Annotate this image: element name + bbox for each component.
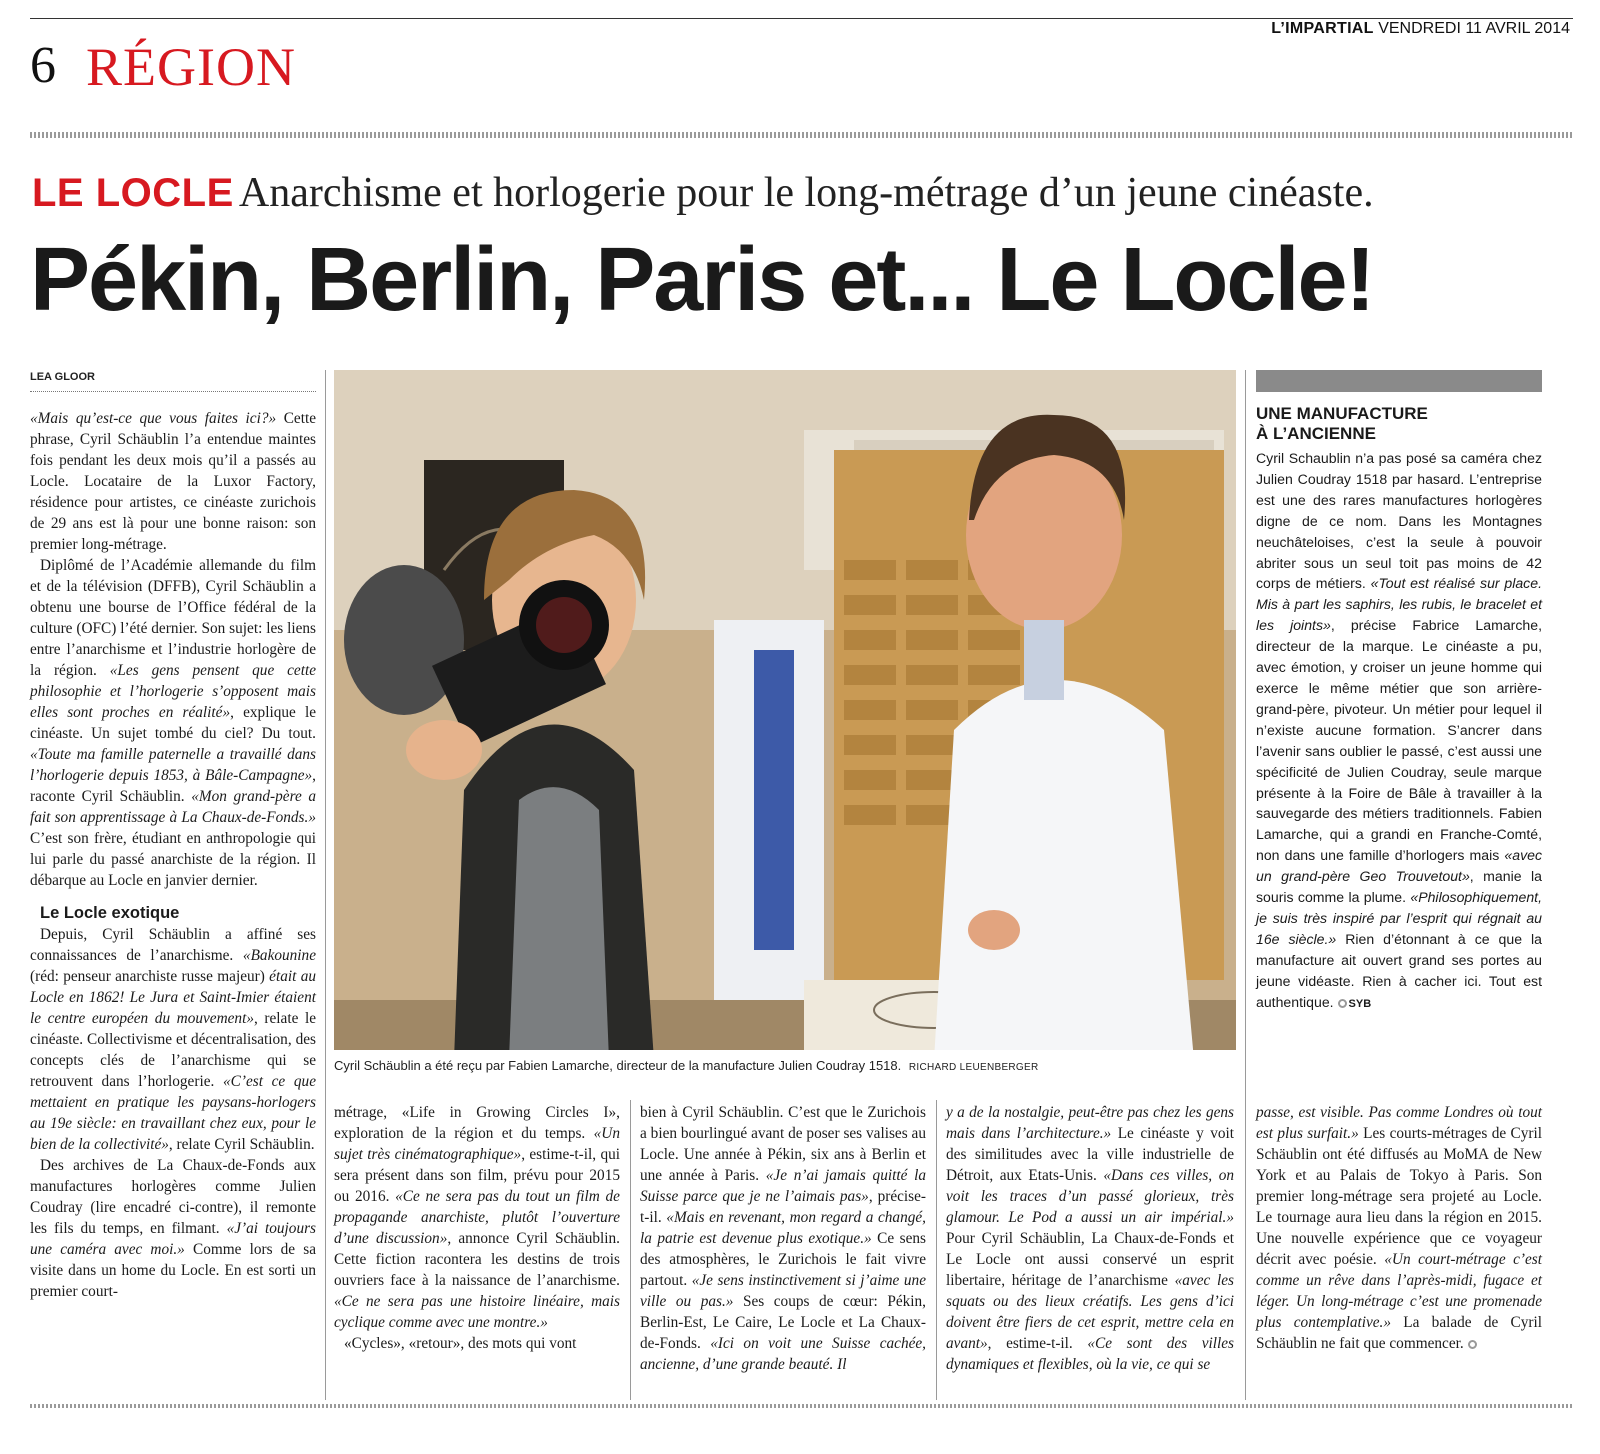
bottom-rule (30, 1404, 1573, 1408)
paragraph: métrage, «Life in Growing Circles I», exploration de la région et du temps. «Un sujet très cinématographique», estime-t-il, qui sera présent dans son film, prévu pour 2015 ou 2016. «Ce ne sera pas du tout un film de propagande anarchiste, plutôt l’ouverture d’une discussion», annonce Cyril Schäublin. Cette fiction racontera les destins de trois ouvriers face à la naissance de l’anarchisme. «Ce ne sera pas une histoire linéaire, mais cyclique comme avec une montre.» (334, 1104, 620, 1331)
sidebar-signature: SYB (1338, 998, 1372, 1010)
section-rule (30, 132, 1573, 138)
kicker (32, 170, 1374, 216)
caption-text: Cyril Schäublin a été reçu par Fabien Lamarche, directeur de la manufacture Julien Coudray 1518. (334, 1058, 902, 1073)
column-divider (936, 1100, 937, 1400)
paragraph: y a de la nostalgie, peut-être pas chez les gens mais dans l’architecture.» Le cinéaste y voit des similitudes avec la ville industrielle de Détroit, aux Etats-Unis. «Dans ces villes, on voit les traces d’un passé glorieux, très glamour. Le Pod a aussi un air impérial.» Pour Cyril Schäublin, La Chaux-de-Fonds et Le Locle ont aussi conservé un esprit libertaire, héritage de l’anarchisme «avec les squats ou des lieux créatifs. Les gens d’ici doivent être fiers de cet esprit, mettre cela en avant», estime-t-il. «Ce sont des villes dynamiques et flexibles, où la vie, ce qui se (946, 1104, 1234, 1373)
article-column-1 (30, 408, 316, 1302)
section-title: RÉGION (86, 37, 296, 97)
photo-illustration (334, 370, 1236, 1050)
paragraph: Depuis, Cyril Schäublin a affiné ses connaissances de l’anarchisme. «Bakounine (réd: penseur anarchiste russe majeur) était au Locle en 1862! Le Jura et Saint-Imier étaient le centre européen du mouvement», relate le cinéaste. Collectivisme et décentralisation, des concepts clés de l’anarchisme qui se retrouvent dans l’horlogerie. «C’est ce que mettaient en pratique les paysans-horlogers au 19e siècle: en travaillant chez eux, pour le bien de la collectivité», relate Cyril Schäublin. (30, 926, 316, 1153)
column-divider (1245, 370, 1246, 1400)
deck: Anarchisme et horlogerie pour le long-métrage d’un jeune cinéaste. (238, 170, 1374, 216)
sidebar-title (1256, 404, 1428, 444)
top-rule (30, 18, 1573, 19)
page-number: 6 (30, 37, 56, 94)
masthead (1271, 20, 1570, 38)
issue-date: VENDREDI 11 AVRIL 2014 (1378, 20, 1570, 37)
article-column-3 (640, 1102, 926, 1375)
sidebar-title-line: À L’ANCIENNE (1256, 424, 1376, 443)
paragraph: «Cycles», «retour», des mots qui vont (344, 1335, 577, 1352)
photo-credit: RICHARD LEUENBERGER (908, 1062, 1039, 1073)
photo-caption (334, 1058, 1244, 1073)
column-divider (630, 1100, 631, 1400)
paragraph: Diplômé de l’Académie allemande du film et de la télévision (DFFB), Cyril Schäublin a obtenu une bourse de l’Office fédéral de la culture (OFC) l’été dernier. Son sujet: les liens entre l’anarchisme et l’industrie horlogère de la région. «Les gens pensent que cette philosophie et l’horlogerie s’opposent mais elles sont proches en réalité», explique le cinéaste. Un sujet tombé du ciel? Du tout. «Toute ma famille paternelle a travaillé dans l’horlogerie depuis 1853, à Bâle-Campagne», raconte Cyril Schäublin. «Mon grand-père a fait son apprentissage à La Chaux-de-Fonds.» C’est son frère, étudiant en anthropologie qui lui parle du passé anarchiste de la région. Il débarque au Locle en janvier dernier. (30, 557, 317, 889)
paragraph: «Mais qu’est-ce que vous faites ici?» Cette phrase, Cyril Schäublin l’a entendue maintes fois pendant les deux mois qu’il a passés au Locle. Locataire de la Luxor Factory, résidence pour artistes, ce cinéaste zurichois de 29 ans est là pour une bonne raison: son premier long-métrage. (30, 410, 316, 553)
sidebar-header-bar (1256, 370, 1542, 392)
newspaper-name: L’IMPARTIAL (1271, 20, 1374, 37)
sidebar-body (1256, 448, 1542, 1014)
kicker-location: LE LOCLE (32, 171, 234, 215)
paragraph: Des archives de La Chaux-de-Fonds aux manufactures horlogères comme Julien Coudray (lire encadré ci-contre), il remonte les fils du temps, en filmant. «J’ai toujours une caméra avec moi.» Comme lors de sa visite dans un home du Locle. En est sorti un premier court- (30, 1157, 316, 1300)
sidebar-title-line: UNE MANUFACTURE (1256, 404, 1428, 423)
end-mark-icon (1468, 1340, 1477, 1349)
headline: Pékin, Berlin, Paris et... Le Locle! (30, 230, 1374, 330)
byline: LEA GLOOR (30, 371, 95, 383)
article-column-2 (334, 1102, 620, 1354)
byline-rule (30, 391, 316, 392)
paragraph: bien à Cyril Schäublin. C’est que le Zurichois a bien bourlingué avant de poser ses valises au Locle. Une année à Pékin, six ans à Berlin et une année à Paris. «Je n’ai jamais quitté la Suisse parce que je ne l’aimais pas», précise-t-il. «Mais en revenant, mon regard a changé, la patrie est devenue plus exotique.» Ce sens des atmosphères, le Zurichois le fait vivre partout. «Je sens instinctivement si j’aime une ville ou pas.» Ses coups de cœur: Pékin, Berlin-Est, Le Caire, Le Locle et La Chaux-de-Fonds. «Ici on voit une Suisse cachée, ancienne, d’une grande beauté. Il (640, 1104, 927, 1373)
subhead: Le Locle exotique (40, 904, 180, 922)
article-column-4 (946, 1102, 1234, 1375)
article-photo (334, 370, 1236, 1050)
paragraph: passe, est visible. Pas comme Londres où tout est plus surfait.» Les courts-métrages de Cyril Schäublin ont été diffusés au MoMA de New York et au Palais de Tokyo à Paris. Son premier long-métrage sera projeté au Locle. Le tournage aura lieu dans la région en 2015. Une nouvelle expérience que ce voyageur décrit avec poésie. «Un court-métrage c’est comme un rêve dans l’après-midi, fugace et léger. Un long-métrage c’est une promenade plus contemplative.» La balade de Cyril Schäublin ne fait que commencer. (1256, 1104, 1542, 1352)
column-divider (325, 370, 326, 1400)
article-column-5 (1256, 1102, 1542, 1354)
sidebar-paragraph: Cyril Schaublin n’a pas posé sa caméra chez Julien Coudray 1518 par hasard. L’entreprise est une des rares manufactures horlogères digne de ce nom. Dans les Montagnes neuchâteloises, c’est la seule à pouvoir abriter sous un seul toit pas moins de 42 corps de métiers. «Tout est réalisé sur place. Mis à part les saphirs, les rubis, le bracelet et les joints», précise Fabrice Lamarche, directeur de la marque. Le cinéaste a pu, avec émotion, y croiser un jeune homme qui exerce le même métier que son arrière-grand-père, pivoteur. Un métier pour lequel il n’existe aucune formation. S’ancrer dans l’avenir sans oublier le passé, c’est aussi une spécificité de Julien Coudray, seule marque présente à la Foire de Bâle à travailler à la sauvegarde des métiers traditionnels. Fabien Lamarche, qui a grandi en Franche-Comté, non dans une famille d’horlogers mais «avec un grand-père Geo Trouvetout», manie la souris comme la plume. «Philosophiquement, je suis très inspiré par l’esprit qui régnait au 16e siècle.» Rien d’étonnant à ce que la manufacture ait ouvert grand ses portes au jeune vidéaste. Rien à cacher ici. Tout est authentique. SYB (1256, 450, 1543, 1010)
end-mark-icon (1338, 999, 1347, 1008)
